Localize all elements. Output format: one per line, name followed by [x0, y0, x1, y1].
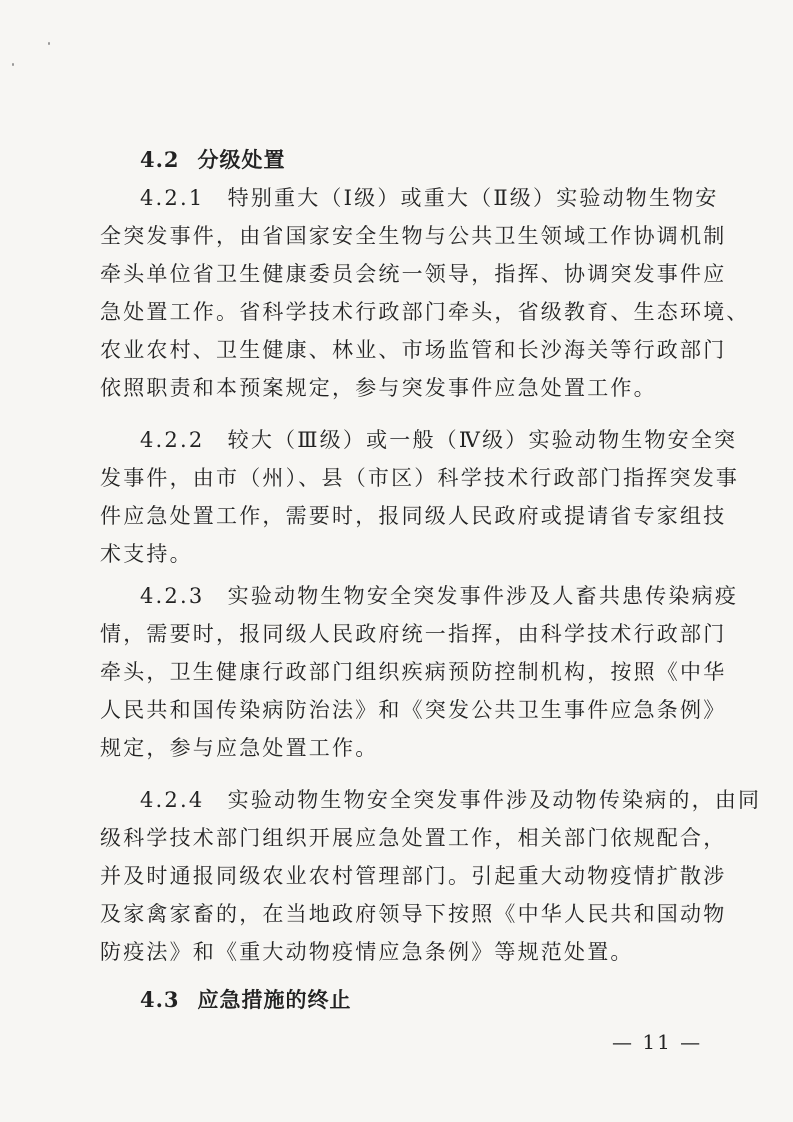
scan-speck: [12, 63, 14, 66]
section-heading-4-3: [140, 984, 352, 1014]
paragraph-4-2-4-line: 及家禽家畜的，在当地政府领导下按照《中华人民共和国动物: [100, 902, 727, 926]
paragraph-4-2-1-line: 依照职责和本预案规定，参与突发事件应急处置工作。: [100, 376, 657, 400]
paragraph-4-2-1-line: 急处置工作。省科学技术行政部门牵头，省级教育、生态环境、: [100, 300, 750, 324]
scan-speck: [48, 42, 50, 45]
paragraph-4-2-2-line: 术支持。: [100, 542, 193, 566]
paragraph-4-2-1-line: 全突发事件，由省国家安全生物与公共卫生领域工作协调机制: [100, 224, 727, 248]
section-title: 分级处置: [197, 147, 286, 172]
paragraph-4-2-3-line: 情，需要时，报同级人民政府统一指挥，由科学技术行政部门: [100, 622, 727, 646]
section-number: 4.3: [140, 987, 180, 1012]
page-number: — 11 —: [612, 1030, 703, 1054]
paragraph-4-2-1-line: 牵头单位省卫生健康委员会统一领导，指挥、协调突发事件应: [100, 262, 727, 286]
section-heading-4-2: [140, 144, 286, 174]
paragraph-4-2-3-line: 4.2.3 实验动物生物安全突发事件涉及人畜共患传染病疫: [140, 584, 739, 608]
paragraph-4-2-4-line: 并及时通报同级农业农村管理部门。引起重大动物疫情扩散涉: [100, 864, 727, 888]
paragraph-4-2-4-line: 防疫法》和《重大动物疫情应急条例》等规范处置。: [100, 940, 634, 964]
paragraph-4-2-4-line: 级科学技术部门组织开展应急处置工作，相关部门依规配合，: [100, 826, 727, 850]
paragraph-4-2-1-line: 4.2.1 特别重大（Ⅰ级）或重大（Ⅱ级）实验动物生物安: [140, 186, 719, 210]
paragraph-4-2-1-line: 农业农村、卫生健康、林业、市场监管和长沙海关等行政部门: [100, 338, 727, 362]
paragraph-4-2-4-line: 4.2.4 实验动物生物安全突发事件涉及动物传染病的，由同: [140, 788, 762, 812]
paragraph-4-2-2-line: 发事件，由市（州）、县（市区）科学技术行政部门指挥突发事: [100, 466, 740, 490]
paragraph-4-2-3-line: 人民共和国传染病防治法》和《突发公共卫生事件应急条例》: [100, 698, 727, 722]
section-number: 4.2: [140, 147, 180, 172]
section-title: 应急措施的终止: [197, 987, 352, 1012]
paragraph-4-2-2-line: 件应急处置工作，需要时，报同级人民政府或提请省专家组技: [100, 504, 727, 528]
paragraph-4-2-3-line: 牵头，卫生健康行政部门组织疾病预防控制机构，按照《中华: [100, 660, 727, 684]
paragraph-4-2-2-line: 4.2.2 较大（Ⅲ级）或一般（Ⅳ级）实验动物生物安全突: [140, 428, 738, 452]
paragraph-4-2-3-line: 规定，参与应急处置工作。: [100, 736, 379, 760]
